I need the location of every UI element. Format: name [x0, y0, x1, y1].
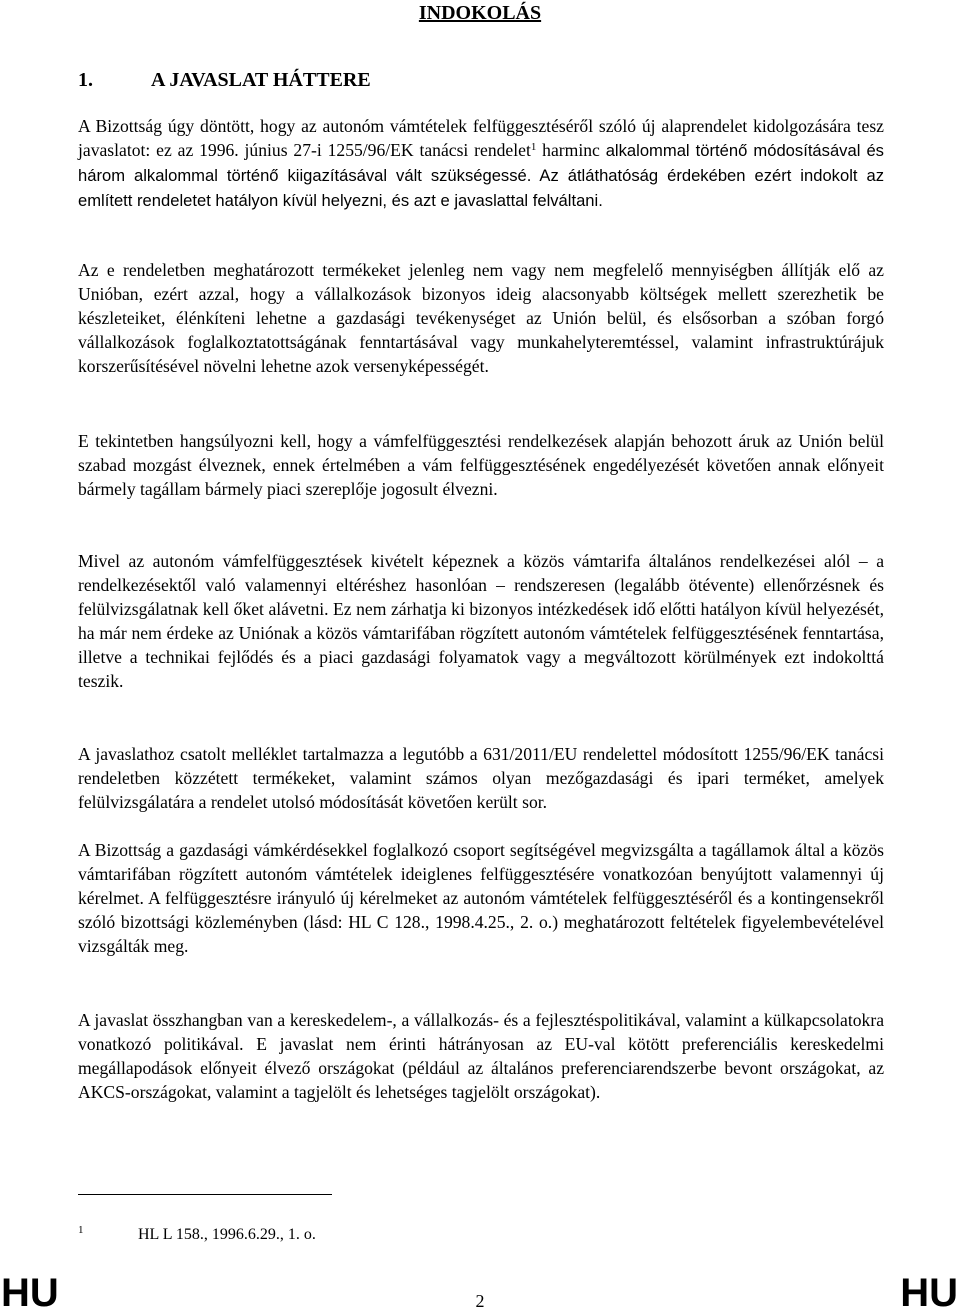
- section-heading: [78, 68, 371, 92]
- footnote: [78, 1219, 316, 1246]
- paragraph-review: Mivel az autonóm vámfelfüggesztések kivételt képeznek a közös vámtarifa általános rendelkezései alól – a rendelkezésektől való valamennyi eltéréshez hasonlóan – rendszeresen (legalább ötévente) ellenőrzésnek és felülvizsgálatnak kell őket alávetni. Ez nem zárhatja ki bizonyos intézkedések idő előtti hatályon kívül helyezését, ha már nem érdeke az Uniónak a közös vámtarifában rögzített autonóm vámtételek felfüggesztésének fenntartása, illetve a technikai fejlődés és a piaci gazdasági folyamatok vagy a megváltozott körülmények ezt indokolttá teszik.: [78, 551, 884, 691]
- paragraph-background: [78, 114, 884, 213]
- paragraph-products: Az e rendeletben meghatározott termékeket jelenleg nem vagy nem megfelelő mennyiségben állítják elő az Unióban, ezért azzal, hogy a vállalkozások bizonyos ideig alacsonyabb költségek mellett szerezhetik be készleteiket, élénkíteni lehetne a gazdasági tevékenységet az Unión belül, és elsősorban a szóban forgó vállalkozások foglalkoztatottságának fenntartásával vagy munkahelyteremtéssel, valamint infrastruktúrájuk korszerűsítésével növelni lehetne azok versenyképességét.: [78, 260, 884, 376]
- paragraph-new-requests: A Bizottság a gazdasági vámkérdésekkel foglalkozó csoport segítségével megvizsgálta a tagállamok által a közös vámtarifában rögzített autonóm vámtételek ideiglenes felfüggesztésére vonatkozóan benyújtott valamennyi új kérelmet. A felfüggesztésre irányuló új kérelmeket az autonóm vámtételek felfüggesztéséről és a kontingensekről szóló bizottsági közleményben (lásd: HL C 128., 1998.4.25., 2. o.) meghatározott feltételek figyelembevételével vizsgálták meg.: [78, 840, 884, 956]
- footnote-mark: 1: [78, 1224, 84, 1236]
- section-number: 1.: [78, 69, 93, 91]
- language-code-right: HU: [900, 1271, 958, 1315]
- paragraph-text: harminc: [536, 140, 606, 160]
- language-code-left: HU: [1, 1271, 59, 1315]
- paragraph-policy-consistency: A javaslat összhangban van a kereskedelem-, a vállalkozás- és a fejlesztéspolitikával, valamint a külkapcsolatokra vonatkozó politikával. E javaslat nem érinti hátrányosan az EU-val kötött preferenciális kereskedelmi megállapodások előnyeit élvező országokat (például az általános preferenciarendszerbe bevont országokat, az AKCS-országokat, valamint a tagjelölt és lehetséges tagjelölt országokat).: [78, 1010, 884, 1102]
- footnote-divider: [78, 1194, 332, 1195]
- paragraph-free-movement: E tekintetben hangsúlyozni kell, hogy a vámfelfüggesztési rendelkezések alapján behozott áruk az Unión belül szabad mozgást élveznek, ennek értelmében a vám felfüggesztésének engedélyezését követően annak előnyeit bármely tagállam bármely piaci szereplője jogosult élvezni.: [78, 431, 884, 499]
- page-title: INDOKOLÁS: [418, 2, 542, 24]
- footnote-text: HL L 158., 1996.6.29., 1. o.: [138, 1226, 316, 1243]
- page-number: 2: [475, 1291, 485, 1311]
- footnote-reference: 1: [530, 141, 537, 153]
- paragraph-text: alkalommal történő módosításával és három alkalommal történő kiigazításával vált szükségessé. Az átláthatóság érdekében ezért indokolt az említett rendeletet hatályon kívül helyezni, és azt e javaslattal felváltani.: [78, 141, 884, 210]
- paragraph-annex: A javaslathoz csatolt melléklet tartalmazza a legutóbb a 631/2011/EU rendelettel módosított 1255/96/EK tanácsi rendeletben közzétett termékeket, valamint számos olyan mezőgazdasági és ipari terméket, amelyek felülvizsgálatára a rendelet utolsó módosítását követően került sor.: [78, 744, 884, 812]
- section-title: A JAVASLAT HÁTTERE: [151, 69, 371, 91]
- paragraph-text: A Bizottság úgy döntött, hogy az autonóm vámtételek felfüggesztéséről szóló új alaprendelet kidolgozására tesz javaslatot: ez az 1996. június 27-i 1255/96/EK tanácsi rendelet: [78, 116, 884, 160]
